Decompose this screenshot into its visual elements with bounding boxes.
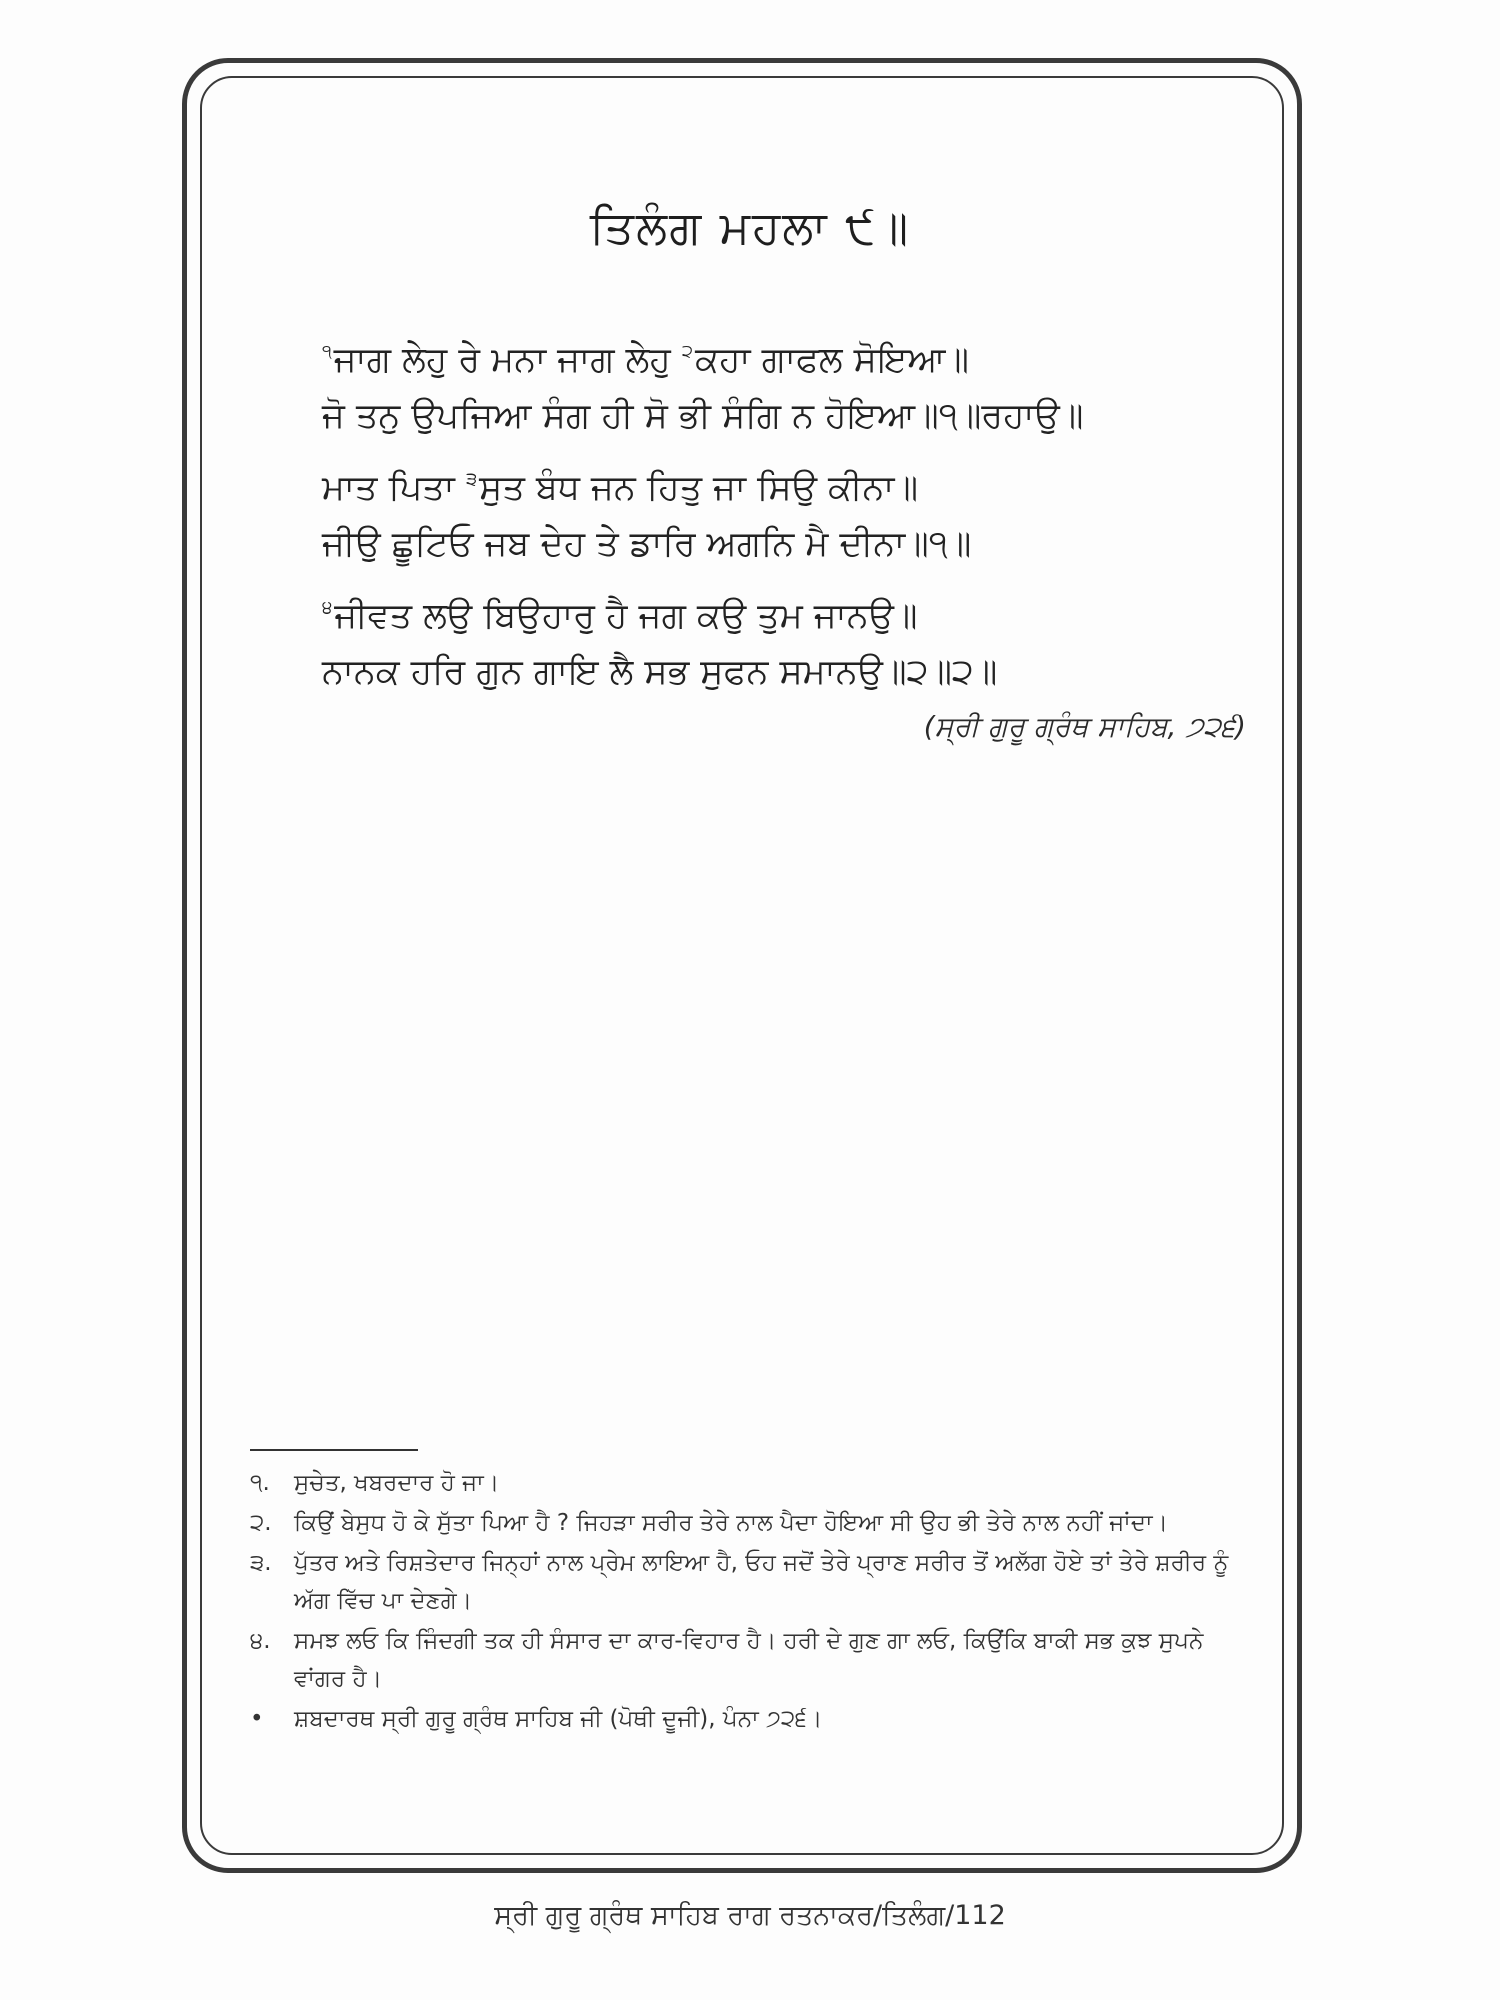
footnote-marker: ੩ [465, 469, 478, 490]
footnote-text: ਪੁੱਤਰ ਅਤੇ ਰਿਸ਼ਤੇਦਾਰ ਜਿਨ੍ਹਾਂ ਨਾਲ ਪ੍ਰੇਮ ਲਾਇਆ ਹੈ, ਓਹ ਜਦੋਂ ਤੇਰੇ ਪ੍ਰਾਣ ਸਰੀਰ ਤੋਂ ਅਲੱਗ ਹੋਏ ਤਾਂ ਤੇਰੇ ਸ਼ਰੀਰ ਨੂੰ ਅੱਗ ਵਿੱਚ ਪਾ ਦੇਣਗੇ। [294, 1550, 1229, 1614]
verse-line-1 [322, 320, 1262, 384]
verse-text: ਜੀਵਤ ਲਉ ਬਿਉਹਾਰੁ ਹੈ ਜਗ ਕਉ ਤੁਮ ਜਾਨਉ॥ [334, 596, 918, 636]
footnote-number: ੧. [250, 1470, 270, 1496]
page-title: ਤਿਲੰਗ ਮਹਲਾ ੯॥ [589, 200, 911, 254]
verse-block [322, 320, 1262, 704]
footnote-marker: ੧ [322, 341, 332, 362]
verse-text: ਨਾਨਕ ਹਰਿ ਗੁਨ ਗਾਇ ਲੈ ਸਭ ਸੁਫਨ ਸਮਾਨਉ॥੨॥੨॥ [322, 652, 998, 692]
footnote-text: ਸ਼ਬਦਾਰਥ ਸ੍ਰੀ ਗੁਰੂ ਗ੍ਰੰਥ ਸਾਹਿਬ ਜੀ (ਪੋਥੀ ਦੂਜੀ), ਪੰਨਾ ੭੨੬। [294, 1706, 823, 1732]
verse-text: ਜਾਗ ਲੇਹੁ ਰੇ ਮਨਾ ਜਾਗ ਲੇਹੁ [333, 340, 682, 380]
footnote-text: ਸੁਚੇਤ, ਖਬਰਦਾਰ ਹੋ ਜਾ। [294, 1470, 500, 1496]
footnote-marker: ੪ [322, 597, 333, 618]
verse-line-3 [322, 448, 1262, 512]
footnote-number: ੪. [250, 1628, 271, 1654]
verse-line-4 [322, 512, 1262, 576]
verse-text: ਮਾਤ ਪਿਤਾ [322, 468, 466, 508]
footnote-text: ਸਮਝ ਲਓ ਕਿ ਜਿੰਦਗੀ ਤਕ ਹੀ ਸੰਸਾਰ ਦਾ ਕਾਰ-ਵਿਹਾਰ ਹੈ। ਹਰੀ ਦੇ ਗੁਣ ਗਾ ਲਓ, ਕਿਉਂਕਿ ਬਾਕੀ ਸਭ ਕੁਝ ਸੁਪਨੇ ਵਾਂਗਰ ਹੈ। [294, 1628, 1204, 1692]
footnote-item [250, 1544, 1250, 1620]
page-footer: ਸ੍ਰੀ ਗੁਰੂ ਗ੍ਰੰਥ ਸਾਹਿਬ ਰਾਗ ਰਤਨਾਕਰ/ਤਿਲੰਗ/112 [494, 1900, 1006, 1931]
verse-text: ਜੀਉ ਛੂਟਿਓ ਜਬ ਦੇਹ ਤੇ ਡਾਰਿ ਅਗਨਿ ਮੈ ਦੀਨਾ॥੧॥ [322, 524, 972, 564]
verse-text: ਸੁਤ ਬੰਧ ਜਨ ਹਿਤੁ ਜਾ ਸਿਉ ਕੀਨਾ॥ [479, 468, 919, 508]
footnote-divider [250, 1449, 418, 1451]
footnote-text: ਕਿਉਂ ਬੇਸੁਧ ਹੋ ਕੇ ਸੁੱਤਾ ਪਿਆ ਹੈ ? ਜਿਹੜਾ ਸਰੀਰ ਤੇਰੇ ਨਾਲ ਪੈਦਾ ਹੋਇਆ ਸੀ ਉਹ ਭੀ ਤੇਰੇ ਨਾਲ ਨਹੀਂ ਜਾਂਦਾ। [294, 1510, 1169, 1536]
footnote-number: ੨. [250, 1510, 272, 1536]
verse-text: ਕਹਾ ਗਾਫਲ ਸੋਇਆ॥ [695, 340, 970, 380]
footnote-number: ੩. [250, 1550, 272, 1576]
footnote-item [250, 1504, 1250, 1542]
footnote-item [250, 1700, 1250, 1738]
footnote-marker: ੨ [681, 341, 694, 362]
footnote-item [250, 1622, 1250, 1698]
footnote-bullet: • [250, 1706, 264, 1732]
footnotes [250, 1464, 1250, 1740]
verse-text: ਜੋ ਤਨੁ ਉਪਜਿਆ ਸੰਗ ਹੀ ਸੋ ਭੀ ਸੰਗਿ ਨ ਹੋਇਆ॥੧॥ਰਹਾਉ॥ [322, 396, 1084, 436]
verse-line-5 [322, 576, 1262, 640]
verse-line-6 [322, 640, 1262, 704]
citation: (ਸ੍ਰੀ ਗੁਰੂ ਗ੍ਰੰਥ ਸਾਹਿਬ, ੭੨੬) [923, 710, 1246, 743]
footnote-item [250, 1464, 1250, 1502]
verse-line-2 [322, 384, 1262, 448]
